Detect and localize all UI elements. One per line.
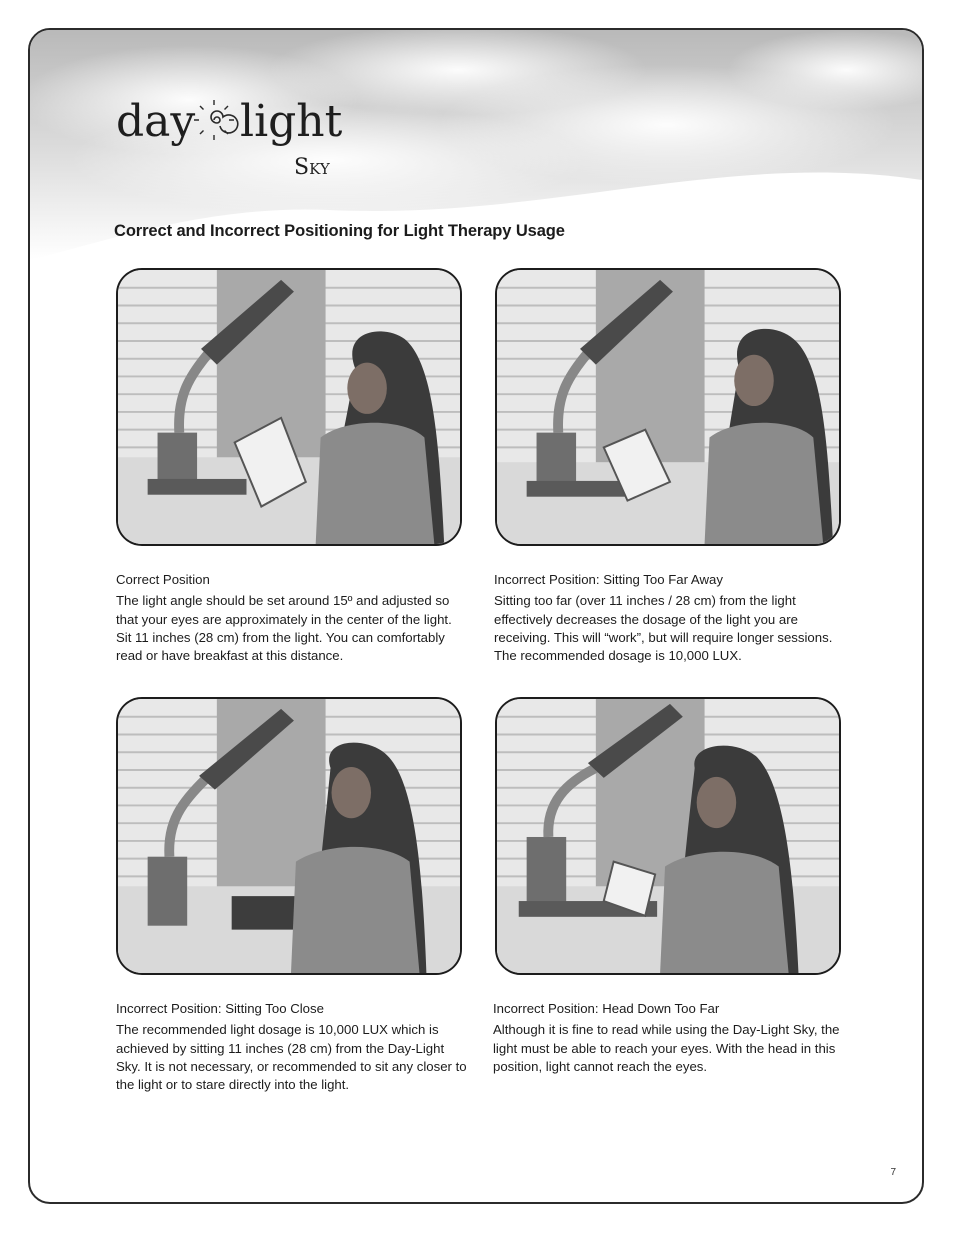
photo-correct-position bbox=[116, 268, 462, 546]
caption-too-far-away bbox=[494, 571, 846, 665]
caption-body: The recommended light dosage is 10,000 LUX which is achieved by sitting 11 inches (28 cm) from the Day-Light Sky. It is not necessary, or recommended to sit any closer to the light or to stare directly into the light. bbox=[116, 1022, 467, 1093]
page-heading: Correct and Incorrect Positioning for Light Therapy Usage bbox=[114, 222, 565, 240]
daylight-sky-logo bbox=[116, 88, 356, 188]
logo-word-light: light bbox=[240, 96, 343, 147]
caption-body: Sitting too far (over 11 inches / 28 cm) from the light effectively decreases the dosage of the light you are receiving. This will “work”, but will require longer sessions. The recommended dosage is 10,000 LUX. bbox=[494, 593, 833, 664]
caption-title: Incorrect Position: Sitting Too Close bbox=[116, 1001, 324, 1016]
caption-title: Incorrect Position: Head Down Too Far bbox=[493, 1001, 720, 1016]
caption-correct-position bbox=[116, 571, 468, 665]
page-frame bbox=[28, 28, 924, 1204]
sun-spiral-icon bbox=[194, 100, 238, 140]
photo-too-far-away bbox=[495, 268, 841, 546]
photo-too-close bbox=[116, 697, 462, 975]
logo-word-sky: Sky bbox=[294, 155, 330, 180]
caption-body: Although it is fine to read while using the Day-Light Sky, the light must be able to reach your eyes. With the head in this position, light cannot reach the eyes. bbox=[493, 1022, 840, 1074]
caption-head-down-too-far bbox=[493, 1000, 845, 1076]
page-number: 7 bbox=[890, 1167, 896, 1178]
caption-too-close bbox=[116, 1000, 468, 1094]
caption-title: Incorrect Position: Sitting Too Far Away bbox=[494, 572, 723, 587]
photo-head-down-too-far bbox=[495, 697, 841, 975]
caption-title: Correct Position bbox=[116, 572, 210, 587]
logo-word-day: day bbox=[116, 96, 196, 147]
caption-body: The light angle should be set around 15º and adjusted so that your eyes are approximately in the center of the light. Sit 11 inches (28 cm) from the light. You can comfortably read or have breakfast at this distance. bbox=[116, 593, 452, 664]
